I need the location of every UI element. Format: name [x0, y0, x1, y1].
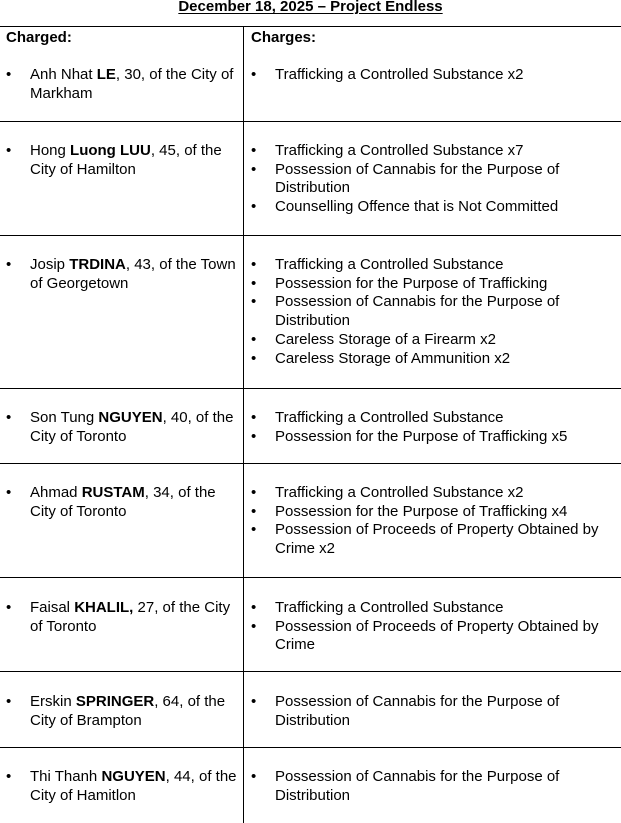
charges-cell	[245, 599, 617, 655]
charge-item: • Possession of Cannabis for the Purpose of Distribution	[245, 693, 617, 730]
charges-cell	[245, 256, 617, 368]
charges-cell	[245, 484, 617, 559]
charge-item: • Possession of Cannabis for the Purpose of Distribution	[245, 768, 617, 805]
surname: LE	[96, 66, 116, 83]
accused-cell	[0, 256, 238, 293]
row-divider	[0, 121, 621, 122]
accused-entry: • Ahmad RUSTAM, 34, of the City of Toronto	[0, 484, 238, 521]
charge-item: • Possession for the Purpose of Trafficking x5	[245, 428, 617, 447]
accused-entry: • Anh Nhat LE, 30, of the City of Markham	[0, 66, 238, 103]
charges-cell	[245, 693, 617, 730]
surname: NGUYEN	[98, 409, 163, 426]
header-charged: Charged:	[6, 29, 72, 46]
accused-entry: • Faisal KHALIL, 27, of the City of Toronto	[0, 599, 238, 636]
accused-entry: • Son Tung NGUYEN, 40, of the City of Toronto	[0, 409, 238, 446]
surname: Luong LUU	[70, 142, 151, 159]
charge-item: • Trafficking a Controlled Substance x2	[245, 484, 617, 503]
surname: SPRINGER	[75, 693, 155, 710]
charge-item: • Careless Storage of Ammunition x2	[245, 350, 617, 369]
charge-item: • Trafficking a Controlled Substance x2	[245, 66, 617, 85]
charge-item: • Possession of Proceeds of Property Obtained by Crime x2	[245, 521, 617, 558]
charge-item: • Trafficking a Controlled Substance x7	[245, 142, 617, 161]
title-text: December 18, 2025 – Project Endless	[178, 0, 443, 15]
charge-item: • Possession of Proceeds of Property Obtained by Crime	[245, 618, 617, 655]
table-border-top	[0, 26, 621, 27]
charge-item: • Trafficking a Controlled Substance	[245, 599, 617, 618]
accused-cell	[0, 768, 238, 805]
charges-cell	[245, 142, 617, 217]
row-divider	[0, 463, 621, 464]
accused-entry: • Josip TRDINA, 43, of the Town of Georgetown	[0, 256, 238, 293]
accused-entry: • Hong Luong LUU, 45, of the City of Hamilton	[0, 142, 238, 179]
accused-cell	[0, 484, 238, 521]
row-divider	[0, 235, 621, 236]
header-charges: Charges:	[251, 29, 317, 46]
accused-cell	[0, 409, 238, 446]
charge-item: • Possession for the Purpose of Trafficking	[245, 275, 617, 294]
row-divider	[0, 577, 621, 578]
surname: RUSTAM	[81, 484, 145, 501]
row-divider	[0, 388, 621, 389]
charge-item: • Trafficking a Controlled Substance	[245, 256, 617, 275]
accused-entry: • Thi Thanh NGUYEN, 44, of the City of Hamitlon	[0, 768, 238, 805]
charge-item: • Careless Storage of a Firearm x2	[245, 331, 617, 350]
surname: TRDINA	[69, 256, 126, 273]
charge-item: • Trafficking a Controlled Substance	[245, 409, 617, 428]
charge-item: • Possession of Cannabis for the Purpose of Distribution	[245, 161, 617, 198]
surname: NGUYEN	[101, 768, 166, 785]
row-divider	[0, 671, 621, 672]
accused-cell	[0, 66, 238, 103]
row-divider	[0, 747, 621, 748]
charge-item: • Possession of Cannabis for the Purpose of Distribution	[245, 293, 617, 330]
charge-item: • Counselling Offence that is Not Committed	[245, 198, 617, 217]
surname: KHALIL,	[74, 599, 134, 616]
charge-item: • Possession for the Purpose of Trafficking x4	[245, 503, 617, 522]
column-divider	[243, 26, 244, 823]
accused-cell	[0, 599, 238, 636]
charges-cell	[245, 768, 617, 805]
accused-cell	[0, 142, 238, 179]
charges-cell	[245, 66, 617, 85]
accused-entry: • Erskin SPRINGER, 64, of the City of Brampton	[0, 693, 238, 730]
charges-cell	[245, 409, 617, 446]
accused-cell	[0, 693, 238, 730]
